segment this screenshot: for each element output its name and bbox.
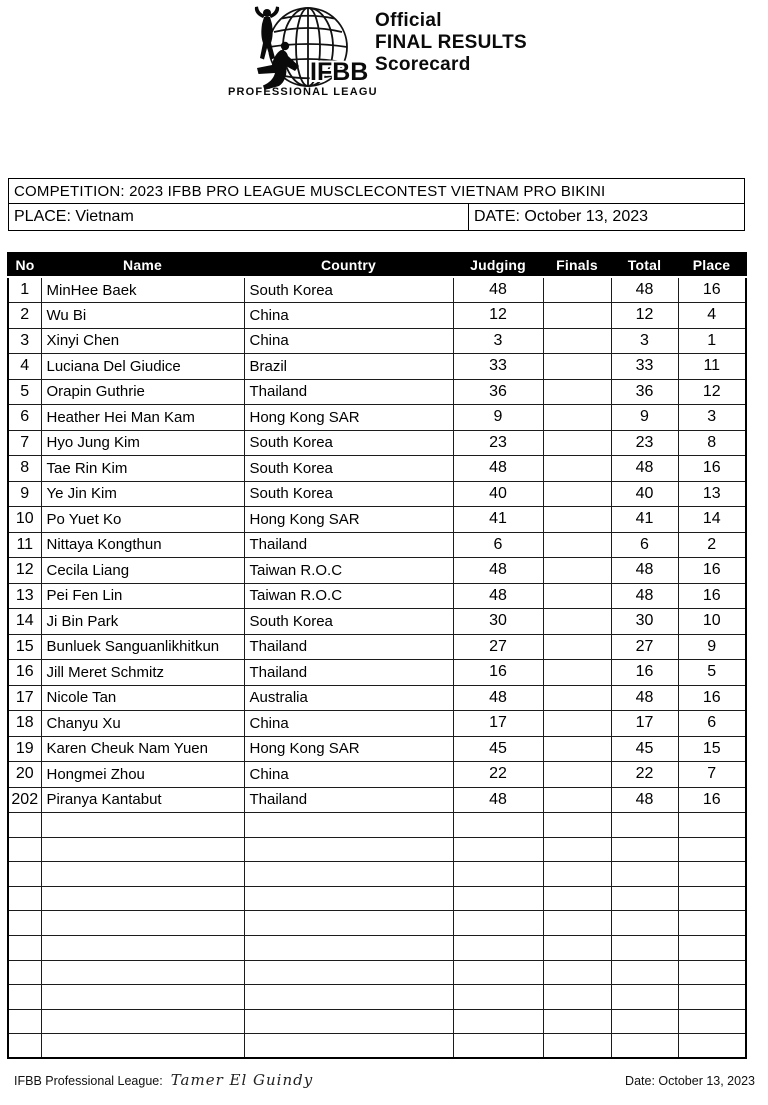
cell-no: 16	[8, 660, 41, 686]
cell-name: Orapin Guthrie	[41, 379, 244, 405]
date-label: DATE: October 13, 2023	[474, 208, 649, 225]
cell-judging: 27	[453, 634, 543, 660]
cell-judging: 23	[453, 430, 543, 456]
cell-country: China	[244, 328, 453, 354]
cell-empty	[678, 813, 746, 838]
cell-total: 48	[611, 456, 678, 482]
cell-empty	[678, 1034, 746, 1059]
cell-name: Piranya Kantabut	[41, 787, 244, 813]
table-row-empty	[8, 935, 746, 960]
cell-empty	[244, 1009, 453, 1034]
cell-empty	[611, 886, 678, 911]
cell-place: 16	[678, 558, 746, 584]
cell-name: Pei Fen Lin	[41, 583, 244, 609]
cell-empty	[41, 1009, 244, 1034]
cell-judging: 48	[453, 277, 543, 303]
table-row	[8, 405, 746, 431]
cell-country: Thailand	[244, 532, 453, 558]
table-row	[8, 660, 746, 686]
cell-empty	[611, 960, 678, 985]
table-row	[8, 303, 746, 329]
cell-finals	[543, 277, 611, 303]
cell-total: 27	[611, 634, 678, 660]
cell-empty	[611, 1034, 678, 1059]
cell-place: 11	[678, 354, 746, 380]
cell-empty	[41, 935, 244, 960]
cell-finals	[543, 328, 611, 354]
cell-place: 16	[678, 277, 746, 303]
cell-finals	[543, 405, 611, 431]
column-header-finals: Finals	[543, 253, 611, 277]
cell-empty	[611, 911, 678, 936]
column-header-total: Total	[611, 253, 678, 277]
logo-ifbb-text: IFBB	[310, 58, 369, 86]
cell-total: 40	[611, 481, 678, 507]
cell-name: Hongmei Zhou	[41, 762, 244, 788]
cell-total: 48	[611, 787, 678, 813]
cell-empty	[543, 935, 611, 960]
cell-total: 6	[611, 532, 678, 558]
cell-name: Wu Bi	[41, 303, 244, 329]
cell-name: Tae Rin Kim	[41, 456, 244, 482]
cell-empty	[244, 862, 453, 887]
cell-empty	[8, 813, 41, 838]
cell-empty	[8, 985, 41, 1010]
title-line-final-results: FINAL RESULTS	[375, 32, 528, 53]
cell-no: 9	[8, 481, 41, 507]
cell-empty	[244, 911, 453, 936]
footer-league-line	[14, 1071, 313, 1089]
cell-no: 19	[8, 736, 41, 762]
cell-total: 48	[611, 277, 678, 303]
cell-place: 13	[678, 481, 746, 507]
cell-finals	[543, 303, 611, 329]
cell-no: 20	[8, 762, 41, 788]
cell-country: Taiwan R.O.C	[244, 558, 453, 584]
table-row	[8, 634, 746, 660]
cell-empty	[611, 813, 678, 838]
cell-empty	[611, 935, 678, 960]
cell-finals	[543, 711, 611, 737]
cell-empty	[41, 837, 244, 862]
cell-empty	[678, 837, 746, 862]
cell-country: China	[244, 303, 453, 329]
cell-place: 14	[678, 507, 746, 533]
cell-total: 41	[611, 507, 678, 533]
cell-empty	[41, 862, 244, 887]
cell-finals	[543, 507, 611, 533]
cell-empty	[453, 886, 543, 911]
cell-empty	[8, 886, 41, 911]
cell-country: Hong Kong SAR	[244, 736, 453, 762]
cell-empty	[41, 960, 244, 985]
cell-judging: 45	[453, 736, 543, 762]
cell-judging: 48	[453, 685, 543, 711]
table-row	[8, 583, 746, 609]
cell-no: 15	[8, 634, 41, 660]
cell-empty	[678, 862, 746, 887]
cell-place: 1	[678, 328, 746, 354]
cell-total: 48	[611, 685, 678, 711]
cell-judging: 17	[453, 711, 543, 737]
ifbb-logo-graphic	[218, 4, 376, 98]
cell-judging: 16	[453, 660, 543, 686]
cell-total: 45	[611, 736, 678, 762]
results-table-body	[8, 277, 746, 1058]
table-row	[8, 609, 746, 635]
cell-empty	[678, 935, 746, 960]
cell-empty	[611, 837, 678, 862]
cell-name: Jill Meret Schmitz	[41, 660, 244, 686]
cell-empty	[8, 935, 41, 960]
cell-place: 16	[678, 456, 746, 482]
cell-empty	[453, 935, 543, 960]
table-row	[8, 762, 746, 788]
signature: Tamer El Guindy	[170, 1071, 314, 1089]
cell-empty	[543, 1009, 611, 1034]
table-row	[8, 481, 746, 507]
cell-finals	[543, 685, 611, 711]
cell-country: South Korea	[244, 481, 453, 507]
cell-judging: 33	[453, 354, 543, 380]
cell-empty	[453, 960, 543, 985]
cell-empty	[543, 1034, 611, 1059]
cell-empty	[41, 1034, 244, 1059]
cell-finals	[543, 762, 611, 788]
cell-total: 23	[611, 430, 678, 456]
table-row	[8, 277, 746, 303]
cell-empty	[41, 813, 244, 838]
cell-place: 8	[678, 430, 746, 456]
table-row-empty	[8, 886, 746, 911]
cell-no: 8	[8, 456, 41, 482]
cell-total: 12	[611, 303, 678, 329]
table-row	[8, 711, 746, 737]
cell-empty	[543, 837, 611, 862]
column-header-country: Country	[244, 253, 453, 277]
table-row	[8, 532, 746, 558]
cell-finals	[543, 609, 611, 635]
cell-empty	[678, 1009, 746, 1034]
cell-empty	[453, 1009, 543, 1034]
cell-empty	[244, 960, 453, 985]
cell-name: Cecila Liang	[41, 558, 244, 584]
cell-place: 16	[678, 685, 746, 711]
cell-finals	[543, 456, 611, 482]
cell-country: Brazil	[244, 354, 453, 380]
cell-empty	[244, 837, 453, 862]
cell-empty	[41, 985, 244, 1010]
cell-total: 30	[611, 609, 678, 635]
cell-name: Bunluek Sanguanlikhitkun	[41, 634, 244, 660]
cell-total: 9	[611, 405, 678, 431]
cell-total: 48	[611, 558, 678, 584]
cell-judging: 48	[453, 583, 543, 609]
cell-name: Luciana Del Giudice	[41, 354, 244, 380]
cell-no: 2	[8, 303, 41, 329]
cell-judging: 9	[453, 405, 543, 431]
cell-place: 9	[678, 634, 746, 660]
cell-empty	[543, 886, 611, 911]
cell-empty	[611, 1009, 678, 1034]
ifbb-professional-league-logo	[218, 4, 376, 98]
cell-name: Hyo Jung Kim	[41, 430, 244, 456]
cell-empty	[678, 911, 746, 936]
table-row	[8, 456, 746, 482]
cell-empty	[8, 960, 41, 985]
cell-finals	[543, 634, 611, 660]
cell-no: 11	[8, 532, 41, 558]
cell-empty	[678, 960, 746, 985]
cell-country: South Korea	[244, 277, 453, 303]
cell-judging: 36	[453, 379, 543, 405]
table-row-empty	[8, 1009, 746, 1034]
cell-finals	[543, 736, 611, 762]
cell-no: 18	[8, 711, 41, 737]
cell-empty	[8, 837, 41, 862]
cell-place: 16	[678, 787, 746, 813]
cell-empty	[543, 985, 611, 1010]
cell-place: 12	[678, 379, 746, 405]
cell-empty	[453, 1034, 543, 1059]
cell-empty	[8, 1034, 41, 1059]
column-header-name: Name	[41, 253, 244, 277]
cell-judging: 12	[453, 303, 543, 329]
cell-empty	[244, 935, 453, 960]
cell-place: 5	[678, 660, 746, 686]
cell-empty	[543, 960, 611, 985]
footer-league-label: IFBB Professional League:	[14, 1074, 163, 1088]
cell-empty	[41, 886, 244, 911]
cell-no: 17	[8, 685, 41, 711]
cell-finals	[543, 558, 611, 584]
cell-country: Thailand	[244, 634, 453, 660]
cell-place: 4	[678, 303, 746, 329]
cell-place: 15	[678, 736, 746, 762]
cell-empty	[453, 813, 543, 838]
results-table	[7, 252, 747, 1059]
cell-name: MinHee Baek	[41, 277, 244, 303]
table-row-empty	[8, 1034, 746, 1059]
cell-country: Australia	[244, 685, 453, 711]
cell-place: 6	[678, 711, 746, 737]
cell-empty	[8, 911, 41, 936]
cell-place: 3	[678, 405, 746, 431]
cell-empty	[244, 1034, 453, 1059]
table-row	[8, 354, 746, 380]
competition-info-box	[8, 178, 745, 231]
cell-judging: 30	[453, 609, 543, 635]
cell-country: Taiwan R.O.C	[244, 583, 453, 609]
cell-place: 2	[678, 532, 746, 558]
cell-country: Thailand	[244, 660, 453, 686]
column-header-no: No	[8, 253, 41, 277]
cell-total: 22	[611, 762, 678, 788]
table-row-empty	[8, 813, 746, 838]
cell-empty	[611, 985, 678, 1010]
cell-judging: 48	[453, 456, 543, 482]
cell-judging: 3	[453, 328, 543, 354]
cell-empty	[8, 862, 41, 887]
table-row	[8, 736, 746, 762]
cell-empty	[244, 886, 453, 911]
cell-empty	[453, 985, 543, 1010]
cell-total: 33	[611, 354, 678, 380]
cell-no: 5	[8, 379, 41, 405]
cell-name: Nittaya Kongthun	[41, 532, 244, 558]
cell-total: 3	[611, 328, 678, 354]
cell-no: 12	[8, 558, 41, 584]
cell-empty	[678, 886, 746, 911]
cell-empty	[453, 837, 543, 862]
cell-no: 4	[8, 354, 41, 380]
table-row	[8, 787, 746, 813]
cell-name: Heather Hei Man Kam	[41, 405, 244, 431]
cell-finals	[543, 379, 611, 405]
table-row	[8, 379, 746, 405]
cell-total: 16	[611, 660, 678, 686]
cell-no: 7	[8, 430, 41, 456]
cell-no: 3	[8, 328, 41, 354]
cell-no: 10	[8, 507, 41, 533]
cell-country: South Korea	[244, 456, 453, 482]
cell-total: 36	[611, 379, 678, 405]
cell-empty	[244, 985, 453, 1010]
cell-empty	[453, 862, 543, 887]
cell-no: 202	[8, 787, 41, 813]
cell-finals	[543, 430, 611, 456]
table-row-empty	[8, 837, 746, 862]
cell-total: 17	[611, 711, 678, 737]
cell-no: 13	[8, 583, 41, 609]
cell-empty	[543, 862, 611, 887]
cell-no: 14	[8, 609, 41, 635]
table-row	[8, 328, 746, 354]
table-row	[8, 430, 746, 456]
column-header-judging: Judging	[453, 253, 543, 277]
table-row-empty	[8, 985, 746, 1010]
document-title	[375, 10, 527, 76]
cell-empty	[543, 911, 611, 936]
cell-name: Po Yuet Ko	[41, 507, 244, 533]
cell-country: South Korea	[244, 609, 453, 635]
place-label: PLACE: Vietnam	[9, 204, 469, 230]
table-row-empty	[8, 862, 746, 887]
cell-name: Chanyu Xu	[41, 711, 244, 737]
results-table-header	[8, 253, 746, 277]
cell-judging: 40	[453, 481, 543, 507]
logo-league-text: PROFESSIONAL LEAGUE	[228, 86, 376, 98]
cell-judging: 48	[453, 787, 543, 813]
table-row-empty	[8, 960, 746, 985]
cell-name: Ye Jin Kim	[41, 481, 244, 507]
cell-judging: 41	[453, 507, 543, 533]
cell-finals	[543, 532, 611, 558]
cell-no: 1	[8, 277, 41, 303]
column-header-place: Place	[678, 253, 746, 277]
cell-empty	[543, 813, 611, 838]
cell-name: Xinyi Chen	[41, 328, 244, 354]
table-row	[8, 558, 746, 584]
table-row	[8, 507, 746, 533]
cell-finals	[543, 660, 611, 686]
cell-empty	[453, 911, 543, 936]
cell-empty	[41, 911, 244, 936]
cell-empty	[244, 813, 453, 838]
cell-empty	[678, 985, 746, 1010]
cell-empty	[611, 862, 678, 887]
title-line-scorecard: Scorecard	[375, 54, 471, 75]
competition-label: COMPETITION: 2023 IFBB PRO LEAGUE MUSCLECONTEST VIETNAM PRO BIKINI	[9, 179, 744, 204]
title-line-official: Official	[375, 10, 442, 31]
cell-finals	[543, 354, 611, 380]
cell-judging: 48	[453, 558, 543, 584]
footer-date: Date: October 13, 2023	[625, 1074, 755, 1088]
cell-country: China	[244, 711, 453, 737]
cell-country: Thailand	[244, 379, 453, 405]
cell-place: 7	[678, 762, 746, 788]
cell-name: Ji Bin Park	[41, 609, 244, 635]
cell-judging: 6	[453, 532, 543, 558]
cell-finals	[543, 787, 611, 813]
cell-judging: 22	[453, 762, 543, 788]
cell-finals	[543, 481, 611, 507]
cell-empty	[8, 1009, 41, 1034]
cell-name: Karen Cheuk Nam Yuen	[41, 736, 244, 762]
cell-country: Hong Kong SAR	[244, 405, 453, 431]
cell-name: Nicole Tan	[41, 685, 244, 711]
table-row-empty	[8, 911, 746, 936]
cell-total: 48	[611, 583, 678, 609]
cell-place: 10	[678, 609, 746, 635]
cell-no: 6	[8, 405, 41, 431]
posing-figure-icon	[255, 7, 279, 60]
cell-country: Hong Kong SAR	[244, 507, 453, 533]
table-row	[8, 685, 746, 711]
cell-place: 16	[678, 583, 746, 609]
cell-finals	[543, 583, 611, 609]
cell-country: China	[244, 762, 453, 788]
cell-country: South Korea	[244, 430, 453, 456]
cell-country: Thailand	[244, 787, 453, 813]
